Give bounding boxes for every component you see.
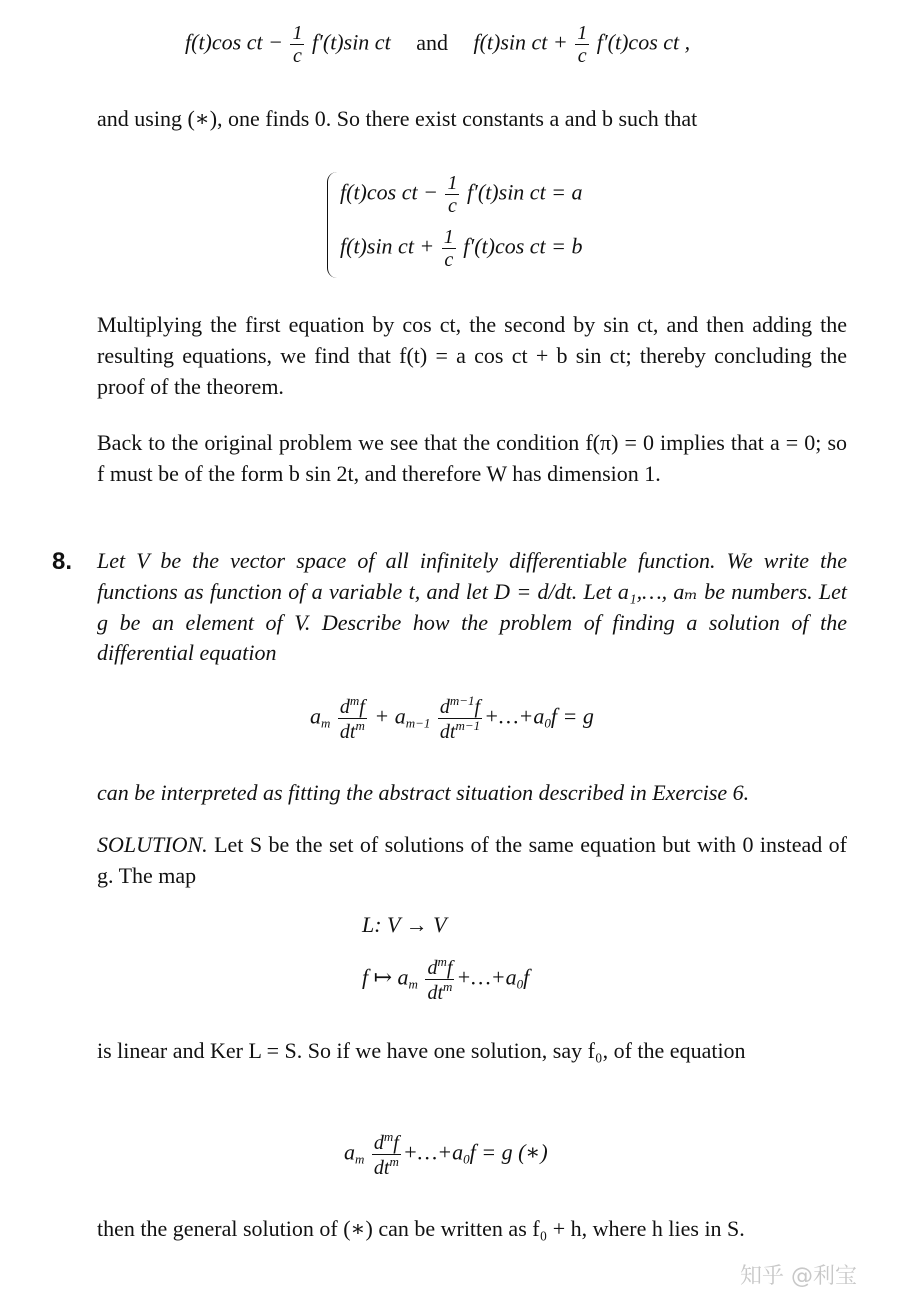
fraction-1-over-c: $\frac{1}{c}$ xyxy=(292,22,303,67)
fraction-dmf-dtm: $\frac{d^mf}{dt^m}$ xyxy=(339,693,365,743)
exercise-8-statement: Let V be the vector space of all infinitely differentiable function. We write the functions as function of a variable t, and let D = d/dt. Let a₁,…, aₘ be numbers. Let g be an element of V. Describe how the problem of finding a solution of the differential equation xyxy=(97,548,847,666)
solution-paragraph: SOLUTION. Let S be the set of solutions of the same equation but with 0 instead of g. The map xyxy=(97,832,847,888)
paragraph-linear-kernel: is linear and Ker L = S. So if we have one solution, say f₀, of the equation xyxy=(97,1038,746,1063)
fraction-dmf-dtm: $\frac{d^mf}{dt^m}$ xyxy=(427,954,453,1004)
map-definition-line-2: f ↦ $a_m$ $\frac{d^mf}{dt^m}$ $+\dots+a_0f$ xyxy=(362,954,530,1004)
map-definition-line-1: L: V → V xyxy=(362,912,447,937)
system-brace xyxy=(327,172,338,278)
paragraph-multiplying: Multiplying the first equation by cos ct, the second by sin ct, and then adding the resulting equations, we find that f(t) = a cos ct + b sin ct; thereby concluding the proof of the theorem. xyxy=(97,312,847,399)
paragraph-interpretation: can be interpreted as fitting the abstract situation described in Exercise 6. xyxy=(97,780,750,805)
fraction-dmf-dtm: $\frac{d^mf}{dt^m}$ xyxy=(373,1129,399,1179)
fraction-1-over-c: $\frac{1}{c}$ xyxy=(577,22,588,67)
paragraph-constants: and using (∗), one finds 0. So there exist constants a and b such that xyxy=(97,106,698,131)
differential-equation: $a_m$ $\frac{d^mf}{dt^m}$ + $a_{m-1}$ $\frac{d^{m-1}f}{dt^{m-1}}$ $+\dots+a_0f = g$ xyxy=(310,693,594,743)
paragraph-general-solution: then the general solution of (∗) can be written as f₀ + h, where h lies in S. xyxy=(97,1216,745,1241)
fraction-1-over-c: $\frac{1}{c}$ xyxy=(447,172,458,217)
fraction-dm1f-dtm1: $\frac{d^{m-1}f}{dt^{m-1}}$ xyxy=(439,693,481,743)
top-formula: f(t)cos ct − $\frac{1}{c}$ f′(t)sin ct and f(t)sin ct + $\frac{1}{c}$ f′(t)cos ct , xyxy=(185,22,691,67)
differential-equation-star: $a_m$ $\frac{d^mf}{dt^m}$ $+\dots+a_0f = g$ (∗) xyxy=(344,1129,548,1179)
fraction-1-over-c: $\frac{1}{c}$ xyxy=(443,226,454,271)
exercise-number: 8. xyxy=(52,548,73,575)
system-equation-2: f(t)sin ct + $\frac{1}{c}$ f′(t)cos ct = b xyxy=(340,226,583,271)
system-equation-1: f(t)cos ct − $\frac{1}{c}$ f′(t)sin ct = a xyxy=(340,172,583,217)
watermark: 知乎 @利宝 xyxy=(740,1264,857,1289)
paragraph-back-to-problem: Back to the original problem we see that the condition f(π) = 0 implies that a = 0; so f must be of the form b sin 2t, and therefore W has dimension 1. xyxy=(97,430,847,486)
